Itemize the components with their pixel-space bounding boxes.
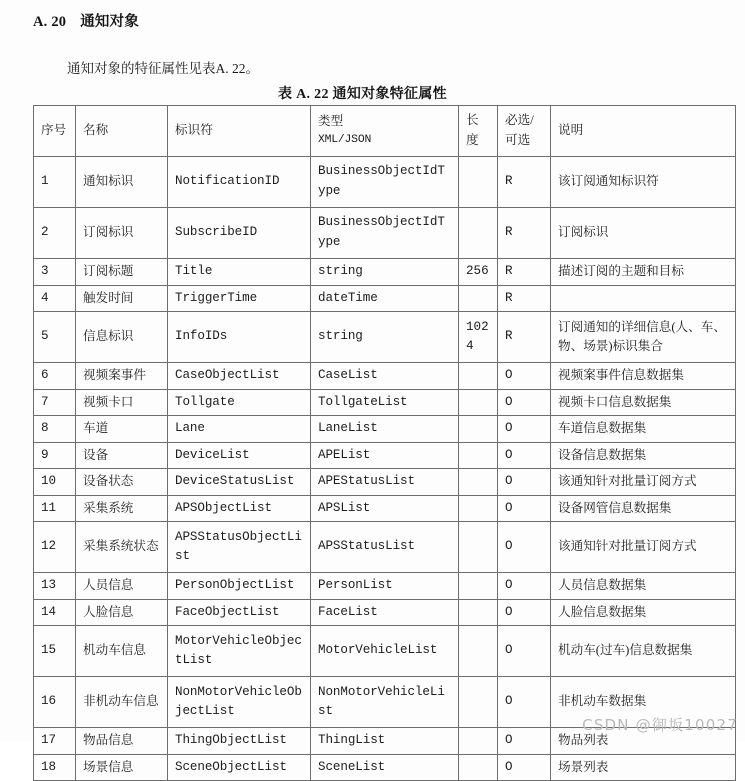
cell-description: 订阅通知的详细信息(人、车、物、场景)标识集合 xyxy=(551,312,736,363)
cell-identifier: NonMotorVehicleObjectList xyxy=(168,677,311,728)
cell-identifier: ThingObjectList xyxy=(168,728,311,755)
cell-required: R xyxy=(498,285,551,312)
cell-required: O xyxy=(498,626,551,677)
cell-name: 非机动车信息 xyxy=(76,677,168,728)
cell-length xyxy=(459,363,498,390)
cell-type: NonMotorVehicleList xyxy=(311,677,459,728)
column-header-name: 名称 xyxy=(76,106,168,157)
table-row xyxy=(34,626,736,677)
table-row xyxy=(34,442,736,469)
cell-seq: 17 xyxy=(34,728,76,755)
cell-name: 视频案事件 xyxy=(76,363,168,390)
table-row xyxy=(34,677,736,728)
table-caption: 表 A. 22 通知对象特征属性 xyxy=(278,87,447,102)
cell-seq: 10 xyxy=(34,469,76,496)
cell-length xyxy=(459,208,498,259)
cell-required: O xyxy=(498,599,551,626)
cell-description: 非机动车数据集 xyxy=(551,677,736,728)
cell-length xyxy=(459,626,498,677)
cell-required: R xyxy=(498,157,551,208)
cell-seq: 12 xyxy=(34,522,76,573)
cell-length xyxy=(459,285,498,312)
cell-type: LaneList xyxy=(311,416,459,443)
cell-identifier: PersonObjectList xyxy=(168,573,311,600)
table-row xyxy=(34,495,736,522)
cell-identifier: FaceObjectList xyxy=(168,599,311,626)
cell-seq: 13 xyxy=(34,573,76,600)
cell-length xyxy=(459,469,498,496)
cell-identifier: APSObjectList xyxy=(168,495,311,522)
cell-type: dateTime xyxy=(311,285,459,312)
cell-seq: 11 xyxy=(34,495,76,522)
column-header-type-sub: XML/JSON xyxy=(318,133,372,146)
cell-description xyxy=(551,285,736,312)
table-row xyxy=(34,312,736,363)
cell-required: O xyxy=(498,495,551,522)
cell-length xyxy=(459,677,498,728)
cell-identifier: TriggerTime xyxy=(168,285,311,312)
attribute-table xyxy=(33,105,736,781)
column-header-required: 必选/ 可选 xyxy=(498,106,551,157)
cell-type: ThingList xyxy=(311,728,459,755)
cell-identifier: Tollgate xyxy=(168,389,311,416)
cell-name: 信息标识 xyxy=(76,312,168,363)
section-heading xyxy=(33,10,139,31)
cell-type: string xyxy=(311,259,459,286)
table-row xyxy=(34,573,736,600)
column-header-identifier: 标识符 xyxy=(168,106,311,157)
cell-identifier: CaseObjectList xyxy=(168,363,311,390)
cell-seq: 1 xyxy=(34,157,76,208)
table-header xyxy=(34,106,736,157)
cell-identifier: NotificationID xyxy=(168,157,311,208)
table-row xyxy=(34,208,736,259)
cell-name: 机动车信息 xyxy=(76,626,168,677)
cell-seq: 5 xyxy=(34,312,76,363)
column-header-type-main: 类型 xyxy=(318,114,344,129)
cell-seq: 9 xyxy=(34,442,76,469)
cell-name: 场景信息 xyxy=(76,754,168,781)
cell-seq: 15 xyxy=(34,626,76,677)
cell-description: 该通知针对批量订阅方式 xyxy=(551,522,736,573)
cell-type: SceneList xyxy=(311,754,459,781)
table-row xyxy=(34,469,736,496)
table-row xyxy=(34,389,736,416)
cell-description: 描述订阅的主题和目标 xyxy=(551,259,736,286)
cell-description: 视频卡口信息数据集 xyxy=(551,389,736,416)
cell-seq: 18 xyxy=(34,754,76,781)
column-header-seq: 序号 xyxy=(34,106,76,157)
cell-required: O xyxy=(498,416,551,443)
table-row xyxy=(34,599,736,626)
cell-description: 场景列表 xyxy=(551,754,736,781)
cell-name: 通知标识 xyxy=(76,157,168,208)
cell-description: 车道信息数据集 xyxy=(551,416,736,443)
cell-type: BusinessObjectIdType xyxy=(311,157,459,208)
table-row xyxy=(34,259,736,286)
column-header-length: 长 度 xyxy=(459,106,498,157)
cell-name: 车道 xyxy=(76,416,168,443)
cell-identifier: DeviceStatusList xyxy=(168,469,311,496)
watermark: CSDN @御坂10027 xyxy=(582,716,738,734)
cell-type: APEList xyxy=(311,442,459,469)
cell-required: O xyxy=(498,728,551,755)
cell-required: O xyxy=(498,442,551,469)
cell-name: 视频卡口 xyxy=(76,389,168,416)
cell-description: 订阅标识 xyxy=(551,208,736,259)
cell-type: CaseList xyxy=(311,363,459,390)
cell-type: BusinessObjectIdType xyxy=(311,208,459,259)
cell-identifier: SceneObjectList xyxy=(168,754,311,781)
cell-length xyxy=(459,442,498,469)
cell-required: R xyxy=(498,208,551,259)
table-body xyxy=(34,157,736,781)
cell-identifier: MotorVehicleObjectList xyxy=(168,626,311,677)
cell-length xyxy=(459,389,498,416)
column-header-type xyxy=(311,106,459,157)
cell-length xyxy=(459,599,498,626)
cell-name: 订阅标题 xyxy=(76,259,168,286)
cell-required: O xyxy=(498,573,551,600)
cell-length xyxy=(459,522,498,573)
cell-seq: 14 xyxy=(34,599,76,626)
cell-description: 机动车(过车)信息数据集 xyxy=(551,626,736,677)
cell-identifier: Title xyxy=(168,259,311,286)
cell-name: 物品信息 xyxy=(76,728,168,755)
cell-required: O xyxy=(498,754,551,781)
cell-identifier: DeviceList xyxy=(168,442,311,469)
cell-description: 该订阅通知标识符 xyxy=(551,157,736,208)
cell-name: 采集系统 xyxy=(76,495,168,522)
table-row xyxy=(34,754,736,781)
cell-name: 设备 xyxy=(76,442,168,469)
cell-type: PersonList xyxy=(311,573,459,600)
table-row xyxy=(34,416,736,443)
cell-description: 视频案事件信息数据集 xyxy=(551,363,736,390)
cell-seq: 6 xyxy=(34,363,76,390)
column-header-description: 说明 xyxy=(551,106,736,157)
cell-type: APSStatusList xyxy=(311,522,459,573)
cell-required: R xyxy=(498,312,551,363)
cell-required: O xyxy=(498,389,551,416)
cell-required: R xyxy=(498,259,551,286)
cell-type: string xyxy=(311,312,459,363)
cell-seq: 8 xyxy=(34,416,76,443)
cell-length xyxy=(459,416,498,443)
cell-identifier: InfoIDs xyxy=(168,312,311,363)
cell-length xyxy=(459,573,498,600)
cell-required: O xyxy=(498,363,551,390)
cell-type: TollgateList xyxy=(311,389,459,416)
cell-type: APEStatusList xyxy=(311,469,459,496)
cell-name: 设备状态 xyxy=(76,469,168,496)
cell-type: MotorVehicleList xyxy=(311,626,459,677)
cell-seq: 3 xyxy=(34,259,76,286)
cell-name: 人员信息 xyxy=(76,573,168,600)
section-number: A. 20 xyxy=(33,14,67,30)
cell-seq: 16 xyxy=(34,677,76,728)
cell-identifier: Lane xyxy=(168,416,311,443)
cell-type: FaceList xyxy=(311,599,459,626)
cell-required: O xyxy=(498,469,551,496)
cell-type: APSList xyxy=(311,495,459,522)
table-row xyxy=(34,363,736,390)
cell-seq: 4 xyxy=(34,285,76,312)
cell-name: 触发时间 xyxy=(76,285,168,312)
cell-length xyxy=(459,495,498,522)
cell-seq: 2 xyxy=(34,208,76,259)
cell-length xyxy=(459,157,498,208)
cell-required: O xyxy=(498,677,551,728)
table-header-row xyxy=(34,106,736,157)
body-paragraph: 通知对象的特征属性见表A. 22。 xyxy=(67,61,259,76)
cell-required: O xyxy=(498,522,551,573)
cell-seq: 7 xyxy=(34,389,76,416)
cell-description: 人员信息数据集 xyxy=(551,573,736,600)
cell-identifier: APSStatusObjectList xyxy=(168,522,311,573)
table-row xyxy=(34,522,736,573)
cell-name: 采集系统状态 xyxy=(76,522,168,573)
table-row xyxy=(34,285,736,312)
cell-length xyxy=(459,754,498,781)
cell-name: 人脸信息 xyxy=(76,599,168,626)
section-title: 通知对象 xyxy=(80,14,140,30)
table-row xyxy=(34,157,736,208)
attribute-table-container xyxy=(33,105,735,781)
cell-description: 人脸信息数据集 xyxy=(551,599,736,626)
cell-length: 256 xyxy=(459,259,498,286)
cell-identifier: SubscribeID xyxy=(168,208,311,259)
cell-description: 该通知针对批量订阅方式 xyxy=(551,469,736,496)
cell-description: 设备信息数据集 xyxy=(551,442,736,469)
cell-length: 1024 xyxy=(459,312,498,363)
cell-description: 设备网管信息数据集 xyxy=(551,495,736,522)
cell-description: 物品列表 xyxy=(551,728,736,755)
cell-name: 订阅标识 xyxy=(76,208,168,259)
